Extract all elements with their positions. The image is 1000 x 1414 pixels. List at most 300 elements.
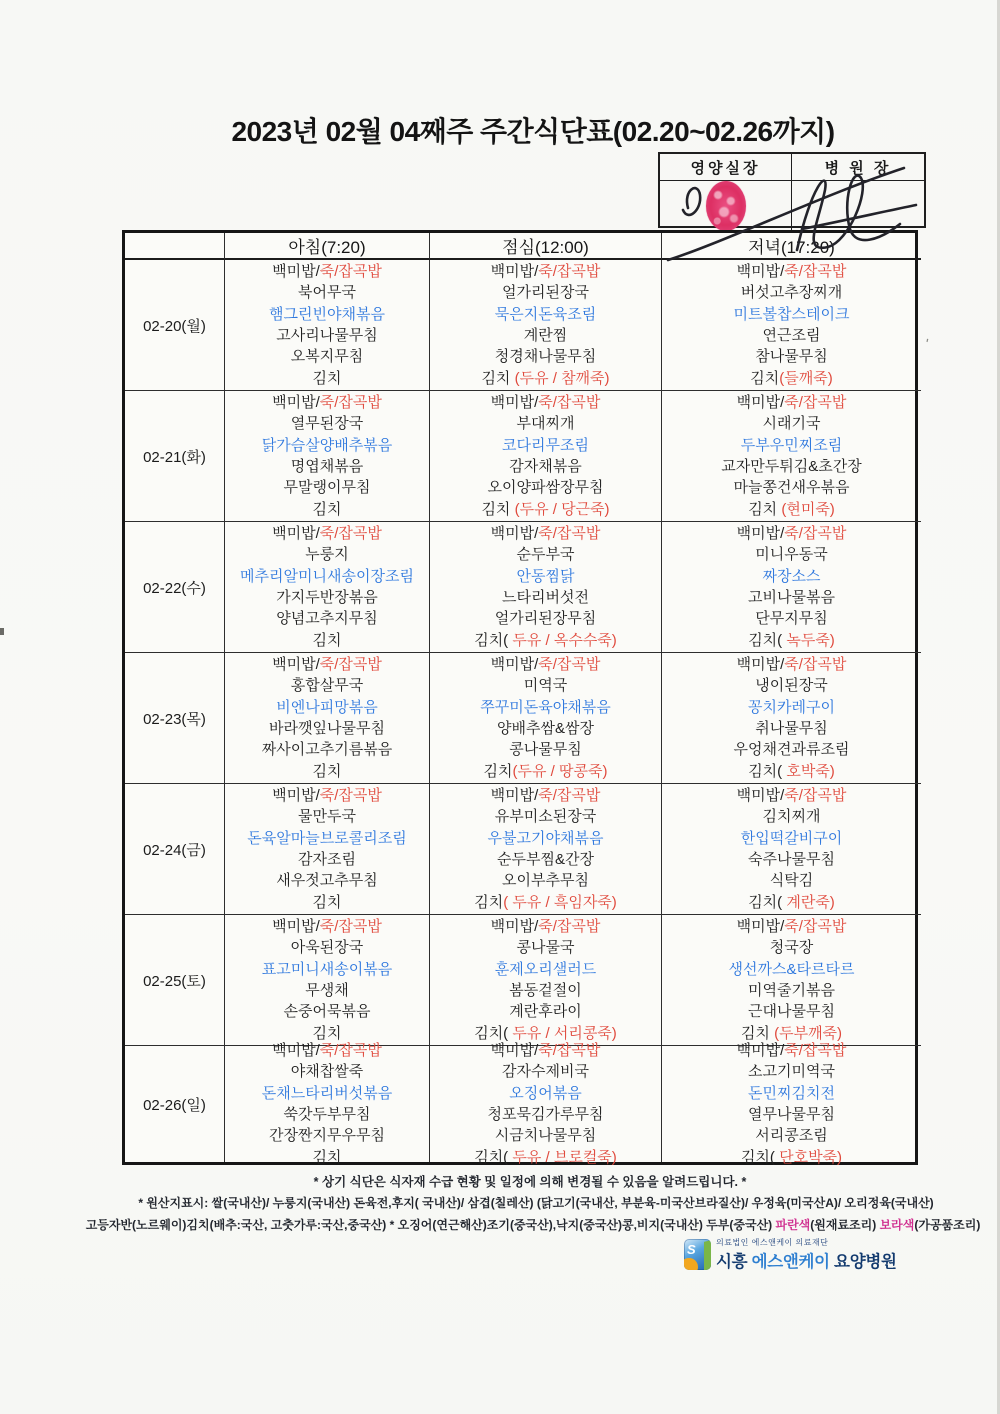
menu-line [662,959,921,980]
menu-item-text: 쑥갓두부무침 [283,1106,371,1123]
column-header-1: 아침(7:20) [225,233,430,260]
menu-item-text: 김치( [748,631,783,649]
menu-item-text: 순두부국 [516,546,575,564]
menu-line [225,937,429,958]
menu-item-text: 죽/잡곡밥 [319,524,382,542]
menu-item-text: ( 두유 / 흑임자죽) [503,893,617,911]
menu-item-text: 오복지무침 [290,348,364,366]
menu-item-text: 두부우민찌조림 [740,436,843,454]
menu-item-text: 죽/잡곡밥 [319,917,382,935]
menu-item-text: 김치( [474,1148,509,1166]
menu-item-text: 우불고기야채볶음 [487,829,604,847]
footer-origin-text: 고등자반(노르웨이)김치(배추:국산, 고춧가루:국산,중국산) * 오징어(연근해산)조기(중국산),낙지(중국산)콩,비지(국내산) 두부(중국산) [85,1218,776,1232]
menu-item-text: 열무된장국 [290,415,364,433]
menu-item-text: 녹두죽) [782,631,835,649]
column-header-2: 점심(12:00) [430,233,662,260]
menu-line [662,1147,921,1168]
menu-line [430,346,661,367]
menu-item-text: 백미밥/ [736,393,785,411]
logo-hospital-name [716,1248,897,1272]
menu-line [225,587,429,608]
menu-line [662,477,921,498]
menu-line [662,1001,921,1022]
logo-foundation-text: 의료법인 에스앤케이 의료재단 [716,1238,829,1247]
menu-item-text: 죽/잡곡밥 [784,655,847,673]
hospital-logo-text [716,1237,897,1272]
day-cell: 02-24(금) [125,784,225,915]
menu-item-text: 백미밥/ [490,262,539,280]
hospital-logo-icon [684,1239,711,1270]
menu-item-text: 봄동겉절이 [509,982,582,999]
menu-item-text: 김치 [312,1024,342,1042]
menu-item-text: 감자수제비국 [502,1063,589,1081]
menu-line [662,785,921,806]
menu-line [430,261,661,282]
logo-name-prefix: 시흥 [716,1253,752,1271]
breakfast-cell [225,391,430,522]
menu-item-text: 부대찌개 [516,415,575,433]
menu-item-text: 연근조림 [762,327,821,344]
menu-line [662,630,921,651]
menu-line [662,304,921,325]
menu-line [225,892,429,913]
menu-item-text: 김치 [481,500,515,518]
menu-line [225,654,429,675]
menu-item-text: 백미밥/ [272,917,320,935]
menu-item-text: 백미밥/ [490,524,539,542]
menu-item-text: 죽/잡곡밥 [784,524,847,542]
menu-item-text: 고사리나물무침 [276,327,378,344]
menu-item-text: 김치( [740,1148,775,1166]
menu-line [662,870,921,891]
logo-green-shape [704,1240,711,1270]
menu-line [225,870,429,891]
menu-item-text: 메추리알미니새송이장조림 [240,567,414,585]
menu-item-text: 감자채볶음 [509,458,582,475]
menu-line [225,785,429,806]
day-cell: 02-21(화) [125,391,225,522]
menu-item-text: 김치 [748,500,782,518]
menu-item-text: (들깨죽) [779,369,833,387]
column-header-day [125,233,225,260]
menu-item-text: 죽/잡곡밥 [784,1041,847,1059]
menu-item-text: 홍합살무국 [290,677,364,695]
menu-item-text: (두유 / 참깨죽) [514,369,610,387]
menu-line [430,587,661,608]
breakfast-cell [225,915,430,1046]
menu-line [662,718,921,739]
lunch-cell [430,391,662,522]
menu-line [662,697,921,718]
lunch-cell [430,1041,662,1166]
day-cell: 02-25(토) [125,915,225,1046]
menu-line [662,1040,921,1061]
menu-line [430,828,661,849]
menu-item-text: 우엉채견과류조림 [733,741,850,759]
menu-item-text: 한입떡갈비구이 [740,829,843,847]
menu-line [662,325,921,346]
menu-item-text: 감자조림 [298,851,356,868]
menu-line [430,806,661,827]
logo-name-highlight: 에스앤케이 [751,1253,830,1271]
menu-item-text: 서리콩조림 [755,1127,828,1145]
menu-item-text: 단호박죽) [774,1148,843,1166]
menu-item-text: 백미밥/ [272,524,320,542]
menu-item-text: 죽/잡곡밥 [319,393,382,411]
footer-origin-line2 [66,1216,1000,1233]
menu-item-text: (두유 / 당근죽) [514,500,610,518]
menu-item-text: 단무지무침 [755,610,828,628]
lunch-cell [430,260,662,391]
menu-item-text: 죽/잡곡밥 [319,655,382,673]
menu-item-text: 죽/잡곡밥 [319,786,382,804]
menu-item-text: 백미밥/ [490,393,539,411]
menu-item-text: 닭가슴살양배추볶음 [261,436,393,454]
dinner-cell [662,915,921,1046]
menu-line [662,849,921,870]
menu-item-text: 참나물무침 [755,348,828,366]
dinner-cell [662,653,921,784]
menu-item-text: 훈제오리샐러드 [494,960,597,978]
menu-line [430,282,661,303]
menu-line [430,523,661,544]
menu-line [662,980,921,1001]
menu-item-text: 손중어묵볶음 [283,1003,371,1021]
menu-line [662,523,921,544]
menu-item-text: 청포묵김가루무침 [487,1106,604,1123]
scan-artifact: ' [923,335,930,354]
menu-item-text: 취나물무침 [755,720,828,737]
menu-line [662,261,921,282]
menu-item-text: 누룽지 [305,546,349,564]
menu-line [225,980,429,1001]
menu-line [225,828,429,849]
menu-line [430,325,661,346]
menu-line [225,477,429,498]
menu-item-text: 김치 [312,500,342,518]
menu-line [430,1040,661,1061]
menu-line [225,499,429,520]
menu-item-text: 계란죽) [782,893,835,911]
menu-item-text: 비엔나피망볶음 [276,698,378,716]
menu-item-text: 백미밥/ [736,262,785,280]
menu-item-text: 바라깻잎나물무침 [269,720,385,737]
menu-line [430,630,661,651]
menu-item-text: 김치 [474,893,504,911]
menu-item-text: 콩나물무침 [509,741,582,759]
menu-item-text: 백미밥/ [490,1041,539,1059]
menu-line [430,870,661,891]
menu-line [662,1104,921,1125]
menu-line [430,1061,661,1082]
menu-line [662,456,921,477]
menu-line [225,849,429,870]
menu-item-text: 숙주나물무침 [748,851,835,868]
menu-item-text: 백미밥/ [736,524,785,542]
menu-item-text: 오징어볶음 [509,1084,582,1102]
menu-line [225,1040,429,1061]
menu-line [225,346,429,367]
menu-line [430,1083,661,1104]
menu-line [430,392,661,413]
menu-line [430,1125,661,1146]
menu-item-text: 양념고추지무침 [276,610,378,628]
dinner-cell [662,1041,921,1166]
menu-item-text: 죽/잡곡밥 [538,393,601,411]
menu-item-text: 유부미소된장국 [494,808,597,826]
menu-item-text: (두유 / 땅콩죽) [512,762,608,780]
menu-item-text: 죽/잡곡밥 [784,786,847,804]
menu-item-text: 야채찹쌀죽 [290,1063,364,1081]
footer-origin-line1: * 원산지표시: 쌀(국내산)/ 누룽지(국내산) 돈육전,후지( 국내산)/ 삼겹(칠레산) (닭고기(국내산, 부분육-미국산브라질산)/ 우정육(미국산A)/ 오리정육(국내산) [138,1196,934,1210]
menu-line [662,608,921,629]
menu-item-text: 청국장 [769,939,814,957]
menu-line [662,435,921,456]
menu-line [662,368,921,389]
menu-line [662,916,921,937]
menu-item-text: 김치 [750,369,780,387]
dinner-cell [662,260,921,391]
menu-line [430,413,661,434]
menu-line [662,544,921,565]
menu-line [430,892,661,913]
menu-item-text: 안동찜닭 [516,567,575,585]
logo-yellow-shape [684,1258,698,1270]
menu-line [662,587,921,608]
menu-line [430,544,661,565]
menu-line [430,435,661,456]
menu-line [225,325,429,346]
menu-item-text: 김치( [474,631,509,649]
menu-line [225,368,429,389]
menu-item-text: 얼가리된장무침 [494,610,597,628]
menu-item-text: 간장짠지무우무침 [269,1127,385,1145]
day-cell: 02-20(월) [125,260,225,391]
menu-item-text: 김치( [474,1024,509,1042]
menu-item-text: 김치( [748,762,783,780]
menu-item-text: 소고기미역국 [748,1063,835,1081]
menu-item-text: 느타리버섯전 [502,589,589,606]
sign-label-nutrition-chief: 영양실장 [660,154,792,181]
menu-line [225,718,429,739]
menu-line [225,282,429,303]
menu-item-text: 마늘쫑건새우볶음 [733,479,850,497]
menu-item-text: 김치찌개 [762,808,821,826]
menu-line [430,761,661,782]
menu-line [430,785,661,806]
menu-item-text: 죽/잡곡밥 [784,917,847,935]
dinner-cell [662,784,921,915]
menu-item-text: 냉이된장국 [755,677,828,695]
lunch-cell [430,784,662,915]
menu-item-text: 백미밥/ [272,655,320,673]
menu-line [225,1147,429,1168]
menu-item-text: 얼가리된장국 [502,284,589,302]
legend-processed-color: 보라색 [879,1218,915,1232]
logo-name-suffix: 요양병원 [829,1253,897,1271]
menu-item-text: 돈육알마늘브로콜리조림 [247,829,407,847]
nutrition-chief-stamp-cell [660,181,792,231]
signature-table [658,152,926,228]
menu-table [122,230,918,1165]
scan-artifact [0,628,4,635]
menu-item-text: 미니우동국 [755,546,828,564]
menu-item-text: 미역국 [523,677,568,695]
menu-item-text: 김치 [483,762,513,780]
menu-item-text: 백미밥/ [272,1041,320,1059]
menu-line [662,828,921,849]
menu-line [225,413,429,434]
menu-line [662,392,921,413]
menu-item-text: 김치 [740,1024,775,1042]
menu-item-text: 죽/잡곡밥 [538,262,601,280]
page-title: 2023년 02월 04째주 주간식단표(02.20~02.26까지) [231,116,835,147]
menu-line [662,1061,921,1082]
menu-item-text: 시래기국 [762,415,821,433]
sign-label-hospital-director: 병 원 장 [792,154,924,181]
menu-item-text: 오이양파쌈장무침 [487,479,604,497]
menu-item-text: 콩나물국 [516,939,575,957]
menu-line [662,892,921,913]
menu-item-text: 계란후라이 [509,1003,582,1021]
menu-item-text: 백미밥/ [736,786,785,804]
menu-line [662,1083,921,1104]
menu-item-text: 계란찜 [523,327,568,344]
menu-item-text: 김치 [312,762,342,780]
breakfast-cell [225,1041,430,1166]
menu-item-text: 백미밥/ [736,1041,785,1059]
menu-line [430,937,661,958]
menu-line [430,608,661,629]
menu-item-text: 짜장소스 [762,567,821,585]
menu-item-text: 미트볼찹스테이크 [733,305,850,323]
lunch-cell [430,653,662,784]
menu-item-text: 버섯고추장찌개 [740,284,843,302]
menu-line [225,1061,429,1082]
menu-item-text: 돈민찌김치전 [748,1084,835,1102]
menu-line [662,346,921,367]
menu-item-text: 백미밥/ [272,262,320,280]
legend-raw-ingredient-desc: (원재료조리) [810,1218,877,1232]
hospital-logo [684,1237,897,1272]
menu-line [430,718,661,739]
menu-item-text: 식탁김 [769,872,814,890]
menu-line [430,739,661,760]
menu-line [662,413,921,434]
menu-item-text: (두부깨죽) [774,1024,843,1042]
menu-line [430,849,661,870]
menu-line [430,916,661,937]
menu-item-text: 고비나물볶음 [748,589,835,606]
menu-item-text: 순두부찜&간장 [497,851,594,868]
menu-line [662,566,921,587]
day-cell: 02-23(목) [125,653,225,784]
menu-item-text: 죽/잡곡밥 [319,262,382,280]
menu-line [430,697,661,718]
column-header-3: 저녁(17:20) [662,233,921,260]
menu-line [225,435,429,456]
lunch-cell [430,915,662,1046]
menu-line [225,523,429,544]
menu-line [225,456,429,477]
day-cell: 02-22(수) [125,522,225,653]
menu-line [225,608,429,629]
menu-item-text: 가지두반장볶음 [276,589,378,606]
menu-line [662,499,921,520]
menu-item-text: 죽/잡곡밥 [538,655,601,673]
menu-line [430,477,661,498]
menu-item-text: 코다리무조림 [502,436,589,454]
menu-item-text: 쭈꾸미돈육야채볶음 [480,698,611,716]
menu-line [662,1125,921,1146]
menu-item-text: 김치 [312,893,342,911]
menu-item-text: 백미밥/ [272,393,320,411]
menu-item-text: 죽/잡곡밥 [538,917,601,935]
menu-line [225,1001,429,1022]
menu-item-text: 청경채나물무침 [494,348,597,366]
menu-line [225,675,429,696]
menu-item-text: 김치 [312,1148,342,1166]
menu-line [225,697,429,718]
menu-item-text: 햄그린빈야채볶음 [269,305,385,323]
menu-line [662,675,921,696]
legend-raw-ingredient-color: 파란색 [775,1218,811,1232]
menu-item-text: 명엽채볶음 [290,458,364,475]
menu-item-text: (현미죽) [781,500,835,518]
menu-line [662,654,921,675]
menu-line [430,1001,661,1022]
menu-line [430,456,661,477]
menu-item-text: 새우젓고추무침 [276,872,378,890]
menu-item-text: 백미밥/ [490,917,539,935]
menu-line [430,566,661,587]
menu-item-text: 돈채느타리버섯볶음 [261,1084,393,1102]
menu-item-text: 무말랭이무침 [283,479,371,497]
menu-item-text: 물만두국 [298,808,356,826]
menu-line [662,937,921,958]
menu-line [225,916,429,937]
menu-line [430,980,661,1001]
menu-item-text: 꽁치카레구이 [748,698,835,716]
menu-line [430,1147,661,1168]
menu-line [662,806,921,827]
menu-item-text: 짜사이고추기름볶음 [261,741,393,759]
dinner-cell [662,391,921,522]
menu-line [430,304,661,325]
menu-item-text: 김치 [312,631,342,649]
menu-item-text: 죽/잡곡밥 [784,262,847,280]
menu-line [225,761,429,782]
menu-item-text: 죽/잡곡밥 [784,393,847,411]
menu-item-text: 미역줄기볶음 [748,982,835,999]
breakfast-cell [225,260,430,391]
menu-line [225,1083,429,1104]
menu-item-text: 근대나물무침 [748,1003,835,1021]
menu-line [225,304,429,325]
menu-line [430,1104,661,1125]
menu-line [430,499,661,520]
menu-item-text: 죽/잡곡밥 [319,1041,382,1059]
menu-item-text: 열무나물무침 [748,1106,835,1123]
menu-item-text: 김치 [312,369,342,387]
menu-line [225,1125,429,1146]
breakfast-cell [225,522,430,653]
director-signature-cell [792,181,924,231]
dinner-cell [662,522,921,653]
menu-item-text: 호박죽) [782,762,835,780]
menu-line [225,392,429,413]
menu-item-text: 두유 / 서리콩죽) [508,1024,617,1042]
